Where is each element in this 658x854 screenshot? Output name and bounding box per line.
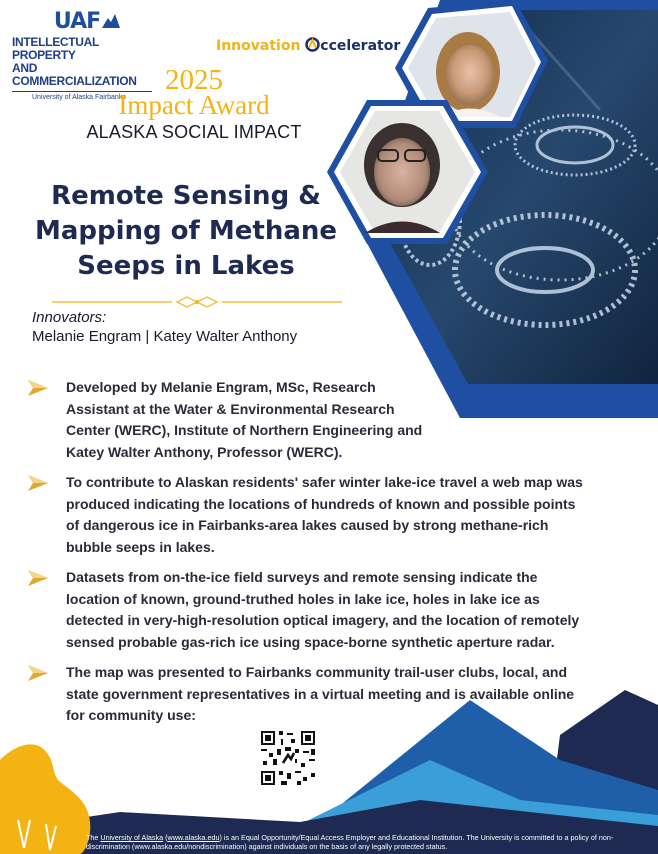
- gold-arrow-icon: [26, 379, 50, 397]
- footer-link-alaska-edu[interactable]: www.alaska.edu: [167, 833, 220, 842]
- gold-arrow-icon: [26, 664, 50, 682]
- list-item: [26, 472, 590, 558]
- org-subtitle: University of Alaska Fairbanks: [32, 94, 126, 101]
- footer-link-university[interactable]: University of Alaska: [100, 833, 164, 842]
- ornament-divider: [52, 295, 342, 309]
- qr-code[interactable]: [259, 729, 317, 787]
- footer-part2: is an Equal Opportunity/Equal Access Employer and Educational Institution. The University is committed to a policy of non-discrimination (: [86, 833, 614, 851]
- org-name-line1: INTELLECTUAL PROPERTY: [12, 35, 99, 62]
- uaf-logo-text: UAF: [53, 8, 101, 34]
- mountain-icon: [102, 14, 120, 28]
- award-category: ALASKA SOCIAL IMPACT: [86, 122, 302, 142]
- accelerator-a-icon: [305, 37, 320, 52]
- innovation-accelerator-logo: [216, 37, 400, 54]
- list-item: [26, 377, 426, 463]
- innovators-names: Melanie Engram | Katey Walter Anthony: [32, 328, 298, 345]
- program-name-part2: ccelerator: [320, 38, 401, 54]
- innovators-label: Innovators:: [32, 309, 107, 326]
- award-year: 2025: [165, 64, 223, 96]
- page-title: Remote Sensing & Mapping of Methane Seeps in Lakes: [34, 181, 338, 281]
- gold-arrow-icon: [26, 474, 50, 492]
- uaf-mark: [12, 8, 162, 34]
- bullet-list: [26, 377, 590, 736]
- gold-arrow-icon: [26, 569, 50, 587]
- program-name-part1: Innovation: [216, 38, 306, 54]
- bullet-text: To contribute to Alaskan residents' safer winter lake-ice travel a web map was produced indicating the locations of hundreds of known and possible points of dangerous ice in Fairbanks-area lakes caused by strong methane-rich bubble seeps in lakes.: [66, 474, 583, 555]
- footer-disclaimer: The University of Alaska (www.alaska.edu) is an Equal Opportunity/Equal Access Employer and Educational Institution. The University is committed to a policy of non-discrimination (www.alaska.edu/nondiscrimination) against individuals on the basis of any legally protected status.: [86, 833, 614, 851]
- list-item: [26, 662, 590, 727]
- bullet-text: Developed by Melanie Engram, MSc, Research Assistant at the Water & Environmental Research Center (WERC), Institute of Northern Engineering and Katey Walter Anthony, Professor (WERC).: [66, 379, 423, 460]
- footer-link-nondiscrimination[interactable]: www.alaska.edu/nondiscrimination: [134, 842, 245, 851]
- list-item: [26, 567, 590, 653]
- award-name: Impact Award: [118, 90, 270, 120]
- footer-part1: The: [86, 833, 101, 842]
- bullet-text: Datasets from on-the-ice field surveys and remote sensing indicate the location of known, ground-truthed holes in lake ice, holes in lake ice as detected in very-high-resolution optical imagery, and the location of remotely sensed probable gas-rich ice using space-borne synthetic aperture radar.: [66, 569, 580, 650]
- bear-silhouette: [0, 744, 90, 854]
- footer-part3: ) against individuals on the basis of any legally protected status.: [244, 842, 448, 851]
- org-name-line2: AND COMMERCIALIZATION: [12, 61, 137, 88]
- bullet-text: The map was presented to Fairbanks community trail-user clubs, local, and state government representatives in a virtual meeting and is available online for community use:: [66, 664, 575, 723]
